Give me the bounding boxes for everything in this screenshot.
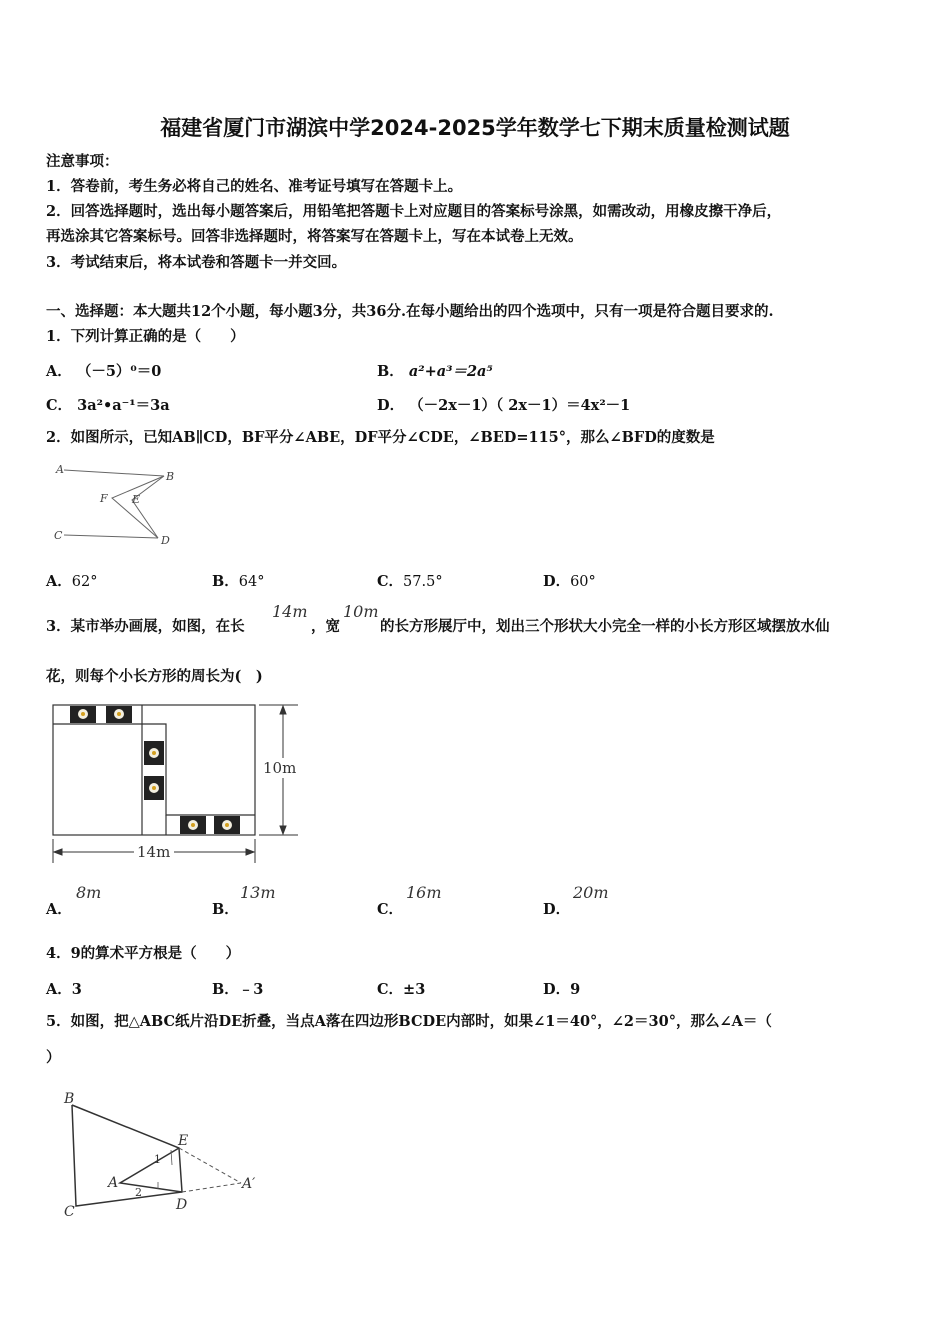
q5-label-d: D: [176, 1197, 188, 1213]
q5-angle-1: 1: [154, 1153, 161, 1166]
q1-c-text: 3a²•a⁻¹＝3a: [77, 397, 170, 414]
notice-item-2-cont: 再选涂其它答案标号。回答非选择题时，将答案写在答题卡上，写在本试卷上无效。: [46, 228, 583, 245]
q1-d-label: D．: [377, 397, 405, 414]
q5-angle-2: 2: [135, 1186, 142, 1199]
q4-option-a: [46, 978, 82, 999]
q4-option-c: [377, 978, 425, 999]
q4-a-text: 3: [71, 981, 82, 998]
q4-a-label: A．: [46, 981, 72, 998]
q2-option-b: [212, 570, 264, 591]
q2-label-f: F: [100, 492, 108, 505]
q3-b-label: B．: [212, 901, 239, 918]
q1-b-text: a²+a³＝2a⁵: [408, 363, 493, 380]
q3-fig-width-label: 14m: [137, 843, 171, 861]
q2-c-text: 57.5°: [403, 574, 443, 590]
notice-heading: 注意事项：: [46, 153, 119, 170]
q1-option-d: [377, 394, 630, 415]
q2-label-a: A: [56, 463, 64, 476]
q2-d-label: D．: [543, 573, 571, 590]
q5-stem: 5．如图，把△ABC纸片沿DE折叠，当点A落在四边形BCDE内部时，如果∠1＝40°，∠2＝30°，那么∠A＝（: [46, 1013, 772, 1030]
q3-a-text: 8m: [76, 883, 102, 902]
q2-stem: 2．如图所示，已知AB∥CD，BF平分∠ABE，DF平分∠CDE，∠BED=115°，那么∠BFD的度数是: [46, 429, 715, 446]
q1-option-b: [377, 360, 493, 381]
q2-c-label: C．: [377, 573, 404, 590]
q2-figure: [46, 460, 206, 555]
q5-label-e: E: [178, 1133, 189, 1149]
q3-stem-2: ，宽: [311, 618, 340, 635]
q5-label-b: B: [64, 1091, 75, 1107]
q2-a-label: A．: [46, 573, 72, 590]
q2-label-c: C: [54, 529, 63, 542]
notice-item-2: 2．回答选择题时，选出每小题答案后，用铅笔把答题卡上对应题目的答案标号涂黑，如需改动，用橡皮擦干净后，: [46, 203, 782, 220]
q1-option-a: [46, 360, 161, 381]
q1-a-text: （－5）⁰＝0: [76, 363, 162, 380]
q3-stem-3: 的长方形展厅中，划出三个形状大小完全一样的小长方形区域摆放水仙: [380, 618, 830, 635]
q2-label-e: E: [132, 493, 141, 506]
q1-a-label: A．: [46, 363, 72, 380]
q5-stem-line2: ）: [46, 1049, 61, 1066]
page-title: 福建省厦门市湖滨中学2024-2025学年数学七下期末质量检测试题: [160, 116, 790, 140]
q2-label-b: B: [166, 470, 175, 483]
q1-c-label: C．: [46, 397, 73, 414]
q5-label-a: A: [108, 1175, 119, 1191]
q4-c-text: ±3: [403, 981, 426, 998]
q1-d-text: （－2x－1）（ 2x－1）＝4x²－1: [409, 397, 631, 414]
q3-b-text: 13m: [240, 883, 276, 902]
q3-stem-line2: 花，则每个小长方形的周长为( ): [46, 668, 263, 685]
q4-stem: 4．9的算术平方根是（ ）: [46, 945, 241, 962]
notice-item-3: 3．考试结束后，将本试卷和答题卡一并交回。: [46, 254, 347, 271]
q2-b-label: B．: [212, 573, 239, 590]
q1-option-c: [46, 394, 170, 415]
q3-d-label: D．: [543, 901, 571, 918]
q4-b-text: ﹣3: [238, 981, 264, 998]
q4-d-text: 9: [570, 981, 581, 998]
q2-option-d: [543, 570, 596, 591]
q3-figure: [46, 698, 306, 870]
q3-length-value: 14m: [272, 602, 308, 621]
q4-option-b: [212, 978, 263, 999]
q3-c-label: C．: [377, 901, 404, 918]
q5-label-c: C: [64, 1204, 75, 1220]
q1-stem: 1．下列计算正确的是（ ）: [46, 328, 245, 345]
q2-b-text: 64°: [238, 574, 265, 590]
q2-option-c: [377, 570, 443, 591]
q5-label-a-prime: A′: [242, 1176, 256, 1192]
q4-b-label: B．: [212, 981, 239, 998]
q1-b-label: B．: [377, 363, 404, 380]
q4-c-label: C．: [377, 981, 404, 998]
q3-a-label: A．: [46, 901, 72, 918]
q3-d-text: 20m: [573, 883, 609, 902]
q4-option-d: [543, 978, 580, 999]
q2-d-text: 60°: [570, 574, 596, 590]
q2-option-a: [46, 570, 97, 591]
q3-stem-1: 3．某市举办画展，如图，在长: [46, 618, 245, 635]
q4-d-label: D．: [543, 981, 571, 998]
q3-c-text: 16m: [406, 883, 442, 902]
q2-a-text: 62°: [71, 574, 98, 590]
q2-label-d: D: [161, 534, 170, 547]
q3-fig-height-label: 10m: [263, 759, 297, 777]
section-heading: 一、选择题：本大题共12个小题，每小题3分，共36分.在每小题给出的四个选项中，只有一项是符合题目要求的.: [46, 303, 774, 320]
q3-width-value: 10m: [343, 602, 379, 621]
q5-figure: [46, 1085, 276, 1225]
notice-item-1: 1．答卷前，考生务必将自己的姓名、准考证号填写在答题卡上。: [46, 178, 463, 195]
